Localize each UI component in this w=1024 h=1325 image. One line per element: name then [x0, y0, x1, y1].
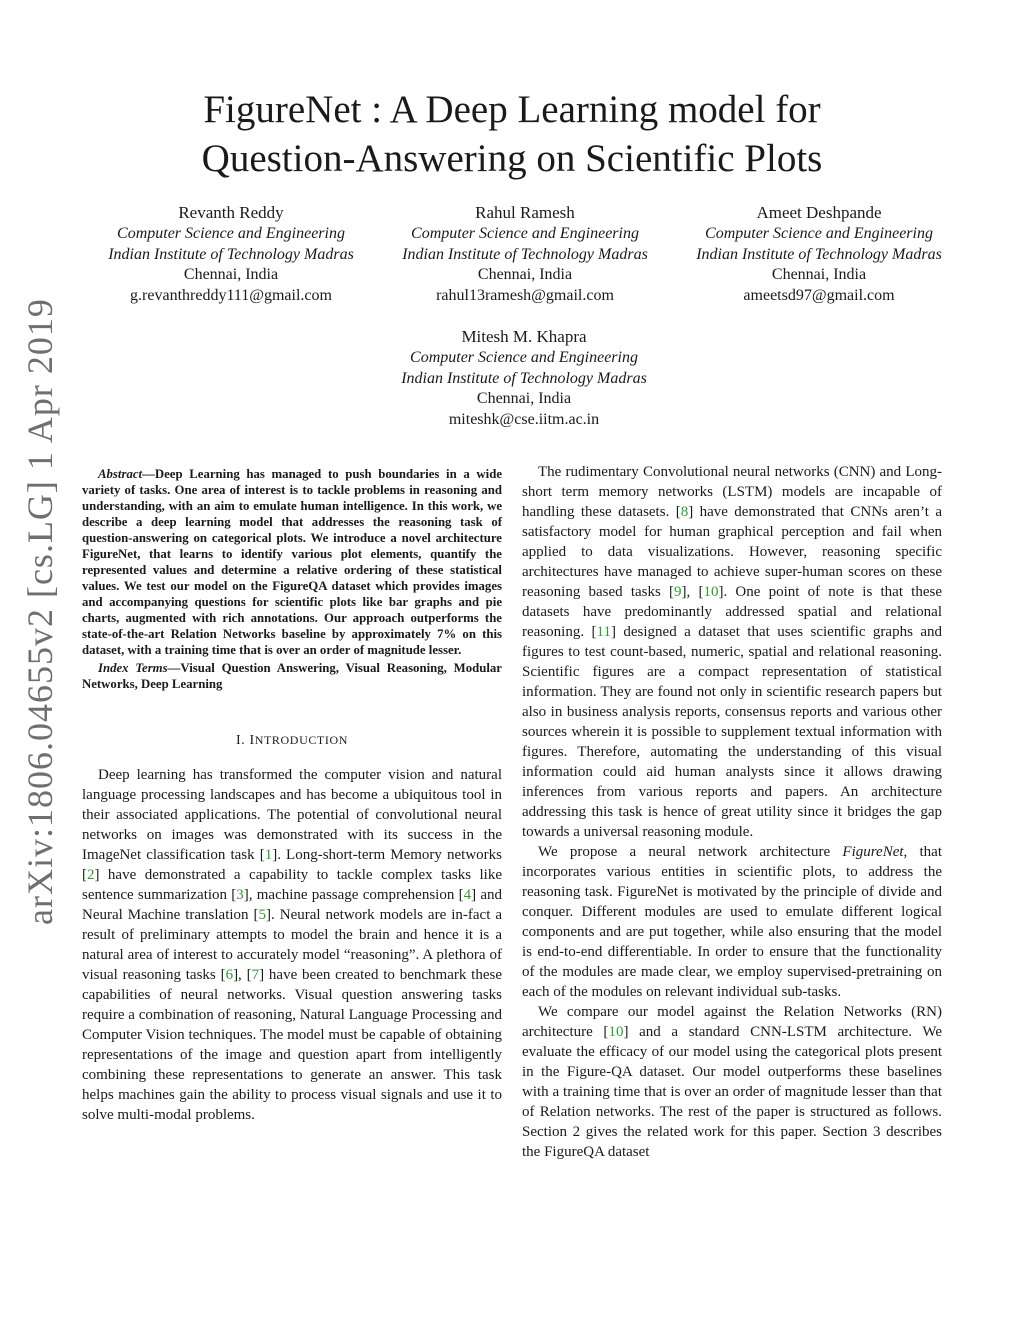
title-line-1: FigureNet : A Deep Learning model for	[203, 88, 821, 131]
author-city: Chennai, India	[183, 266, 279, 283]
citation-link[interactable]: 10	[703, 584, 719, 600]
arxiv-identifier-stamp: arXiv:1806.04655v2 [cs.LG] 1 Apr 2019	[20, 298, 60, 925]
abstract-label: Abstract	[98, 467, 143, 481]
citation-link[interactable]: 2	[87, 867, 95, 883]
author-block	[90, 202, 372, 306]
section-number: I.	[235, 733, 246, 748]
author-department: Computer Science and Engineering	[410, 349, 638, 366]
section-heading-introduction	[82, 730, 502, 751]
title-line-2: Question-Answering on Scientific Plots	[201, 137, 823, 180]
author-department: Computer Science and Engineering	[705, 225, 933, 242]
model-name-emphasis: FigureNet	[842, 844, 904, 860]
paper-title	[100, 85, 924, 183]
intro-paragraph-4: We compare our model against the Relation Networks (RN) architecture [10] and a standard CNN-LSTM architecture. We evaluate the efficacy of our model using the categorical plots present in the Figure-QA dataset. Our model outperforms these baselines with a training time that is over an order of magnitude lesser than that of Relation networks. The rest of the paper is structured as follows. Section 2 gives the related work for this paper. Section 3 describes the FigureQA dataset	[522, 1004, 943, 1160]
citation-link[interactable]: 9	[674, 584, 682, 600]
author-institution: Indian Institute of Technology Madras	[696, 245, 942, 263]
author-name: Ameet Deshpande	[756, 203, 882, 222]
author-block	[383, 326, 665, 430]
abstract-paragraph: Abstract—Deep Learning has managed to push boundaries in a wide variety of tasks. One area of interest is to tackle problems in reasoning and understanding, with an aim to emulate human intelligence. In this work, we describe a deep learning model that addresses the reasoning task of question-answering on categorical plots. We introduce a novel architecture FigureNet, that learns to identify various plot elements, quantify the represented values and determine a relative ordering of these statistical values. We test our model on the FigureQA dataset which provides images and accompanying questions for scientific plots like bar graphs and pie charts, augmented with rich annotations. Our approach outperforms the state-of-the-art Relation Networks baseline by approximately 7% on this dataset, with a training time that is over an order of magnitude lesser.	[82, 467, 502, 657]
author-email: g.revanthreddy111@gmail.com	[130, 286, 332, 304]
abstract-text: Deep Learning has managed to push boundaries in a wide variety of tasks. One area of interest is to tackle problems in reasoning and understanding, with an aim to emulate human intelligence. In this work, we describe a deep learning model that addresses the reasoning task of question-answering on categorical plots. We introduce a novel architecture FigureNet, that learns to identify various plot elements, quantify the represented values and determine a relative ordering of these statistical values. We test our model on the FigureQA dataset which provides images and accompanying questions for scientific plots like bar graphs and pie charts, augmented with rich annotations. Our approach outperforms the state-of-the-art Relation Networks baseline by approximately 7% on this dataset, with a training time that is over an order of magnitude lesser.	[82, 467, 502, 657]
citation-link[interactable]: 11	[596, 624, 611, 640]
index-terms-label: Index Terms	[98, 661, 168, 675]
author-department: Computer Science and Engineering	[117, 225, 345, 242]
author-name: Revanth Reddy	[178, 203, 284, 222]
author-email: miteshk@cse.iitm.ac.in	[448, 410, 600, 428]
citation-link[interactable]: 10	[608, 1024, 624, 1040]
author-institution: Indian Institute of Technology Madras	[108, 245, 354, 263]
citation-link[interactable]: 7	[251, 967, 260, 983]
author-block	[384, 202, 666, 306]
citation-link[interactable]: 4	[463, 887, 472, 903]
citation-link[interactable]: 8	[680, 504, 689, 520]
index-terms-text: Visual Question Answering, Visual Reasoning, Modular Networks, Deep Learning	[82, 661, 502, 691]
citation-link[interactable]: 1	[264, 847, 273, 863]
intro-paragraph-3: We propose a neural network architecture FigureNet, that incorporates various entities in scientific plots, to address the reasoning task. FigureNet is motivated by the principle of divide and conquer. Different modules are used to emulate different logical components and are put together, while also ensuring that the model is end-to-end differentiable. In order to ensure that the functionality of the modules are made clear, we employ supervised-pretraining on each of the modules on relevant individual sub-tasks.	[522, 844, 942, 1000]
abstract	[82, 466, 502, 692]
author-name: Rahul Ramesh	[475, 203, 575, 222]
author-email: ameetsd97@gmail.com	[743, 286, 895, 304]
index-terms-paragraph: Index Terms—Visual Question Answering, Visual Reasoning, Modular Networks, Deep Learning	[82, 661, 502, 691]
citation-link[interactable]: 6	[225, 967, 234, 983]
author-block	[678, 202, 960, 306]
section-title-initial: I	[249, 733, 255, 748]
author-institution: Indian Institute of Technology Madras	[402, 245, 648, 263]
intro-paragraph-1: Deep learning has transformed the computer vision and natural language processing landscapes and has become a ubiquitous tool in their associated applications. The potential of convolutional neural networks on images was demonstrated with its success in the ImageNet classification task [1]. Long-short-term Memory networks [2] have demonstrated a capability to tackle complex tasks like sentence summarization [3], machine passage comprehension [4] and Neural Machine translation [5]. Neural network models are in-fact a result of preliminary attempts to model the brain and hence it is a natural area of interest to accurately model “reasoning”. A plethora of visual reasoning tasks [6], [7] have been created to benchmark these capabilities of neural networks. Visual question answering tasks require a combination of reasoning, Natural Language Processing and Computer Vision techniques. The model must be capable of obtaining representations of the image and question apart from intelligently combining these representations to generate an answer. This task helps machines gain the ability to process visual signals and use it to solve multi-modal problems.	[82, 767, 502, 1123]
author-department: Computer Science and Engineering	[411, 225, 639, 242]
citation-link[interactable]: 5	[258, 907, 267, 923]
author-city: Chennai, India	[477, 266, 573, 283]
section-title-rest: NTRODUCTION	[254, 733, 348, 747]
citation-link[interactable]: 3	[236, 887, 244, 903]
authors-row	[90, 202, 960, 306]
left-column	[82, 462, 502, 1125]
right-column	[522, 462, 942, 1162]
author-city: Chennai, India	[476, 390, 572, 407]
author-institution: Indian Institute of Technology Madras	[401, 369, 647, 387]
author-email: rahul13ramesh@gmail.com	[436, 286, 614, 304]
author-city: Chennai, India	[771, 266, 867, 283]
intro-paragraph-2: The rudimentary Convolutional neural networks (CNN) and Long-short term memory networks (LSTM) models are incapable of handling these datasets. [8] have demonstrated that CNNs aren’t a satisfactory model for human graphical perception and fail when applied to data visualizations. However, reasoning specific architectures have managed to achieve super-human scores on these reasoning based tasks [9], [10]. One point of note is that these datasets have predominantly addressed spatial and relational reasoning. [11] designed a dataset that uses scientific graphs and figures to test count-based, numeric, spatial and relational reasoning. Scientific figures are a compact representation of statistical information. They are found not only in scientific research papers but also in business analysis reports, consensus reports and various other sources wherein it is possible to supplement textual information with figures. Therefore, automating the understanding of this visual information could aid human analysts since it allows drawing inferences from various reports and papers. An architecture addressing this task is hence of great utility since it bridges the gap towards a universal reasoning module.	[522, 464, 942, 840]
author-name: Mitesh M. Khapra	[461, 327, 587, 346]
